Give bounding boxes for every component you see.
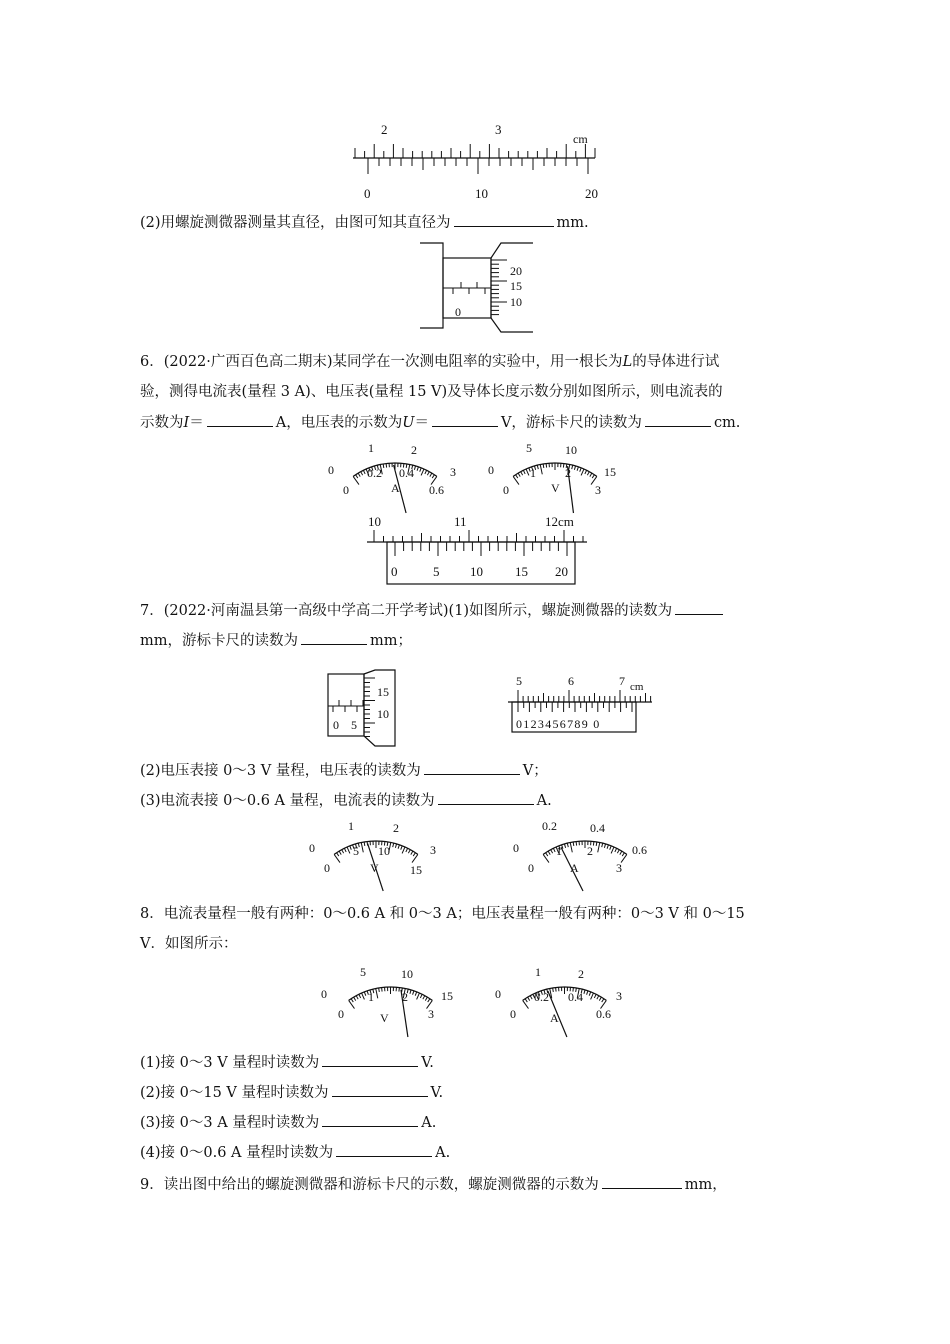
scale-tick: [401, 846, 402, 850]
meter-bottom-label: 2: [565, 466, 571, 480]
scale-tick: [602, 843, 603, 847]
scale-tick: [421, 469, 424, 475]
meter-bottom-label: 2: [402, 990, 408, 1004]
scale-tick: [351, 999, 353, 1002]
scale-tick: [417, 993, 420, 999]
scale-tick: [528, 997, 530, 1000]
scale-tick: [383, 464, 384, 468]
scale-tick: [587, 472, 589, 476]
caliper-vernier-label: 5: [433, 564, 440, 579]
meter-bottom-label: 3: [428, 1007, 434, 1021]
scale-tick: [607, 845, 608, 849]
scale-tick: [592, 475, 594, 478]
caliper-main-label: 5: [516, 674, 522, 688]
voltmeter-figure-q8: [318, 964, 463, 1026]
scale-tick: [551, 850, 553, 854]
q5-sub2-text: (2)用螺旋测微器测量其直径，由图可知其直径为 mm.: [140, 212, 589, 233]
scale-tick: [572, 465, 573, 469]
answer-blank[interactable]: [602, 1174, 682, 1189]
meter-unit: A: [550, 1011, 559, 1025]
q6-line2: 验，测得电流表(量程 3 A)、电压表(量程 15 V)及导体长度示数分别如图所示，则电流表的: [140, 384, 723, 400]
scale-tick: [602, 999, 604, 1002]
meter-top-label: 0.2: [542, 819, 557, 833]
meter-bottom-label: 0.4: [568, 990, 583, 1004]
answer-blank[interactable]: [332, 1082, 428, 1097]
caliper-vernier-digits: 0123456789 0: [516, 717, 601, 731]
answer-blank[interactable]: [322, 1052, 418, 1067]
meter-top-label: 2: [393, 821, 399, 835]
scale-tick: [548, 851, 550, 854]
meter-bottom-label: 0: [528, 861, 534, 875]
scale-tick: [525, 999, 527, 1002]
meter-top-label: 0: [321, 987, 327, 1001]
meter-top-label: 5: [360, 965, 366, 979]
micrometer-sleeve-label: 5: [351, 718, 357, 732]
scale-tick: [617, 850, 619, 854]
meter-bottom-label: 1: [556, 844, 562, 858]
meter-unit: V: [370, 861, 379, 875]
q6-line1: 6．(2022·广西百色高二期末)某同学在一次测电阻率的实验中，用一根长为L的导体进行试: [140, 354, 720, 370]
caliper-main-label: 11: [454, 514, 467, 529]
meter-bottom-label: 0.6: [429, 483, 444, 497]
scale-tick: [428, 999, 430, 1002]
meter-top-label: 0: [328, 463, 334, 477]
ammeter-figure-q8: [492, 964, 637, 1026]
q8-sub4: (4)接 0～0.6 A 量程时读数为 A.: [140, 1142, 450, 1163]
meter-bottom-label: 0.4: [399, 466, 414, 480]
meter-unit: A: [391, 481, 400, 495]
scale-tick: [516, 475, 518, 478]
scale-tick: [361, 472, 363, 476]
scale-tick: [347, 847, 350, 853]
scale-tick: [587, 991, 588, 995]
ruler-vernier-label: 0: [364, 186, 371, 201]
scale-tick: [581, 469, 584, 475]
scale-tick: [358, 473, 360, 476]
meter-top-label: 0: [495, 987, 501, 1001]
meter-bottom-label: 0.2: [534, 990, 549, 1004]
scale-tick: [408, 850, 410, 854]
scale-tick: [406, 848, 408, 852]
scale-tick: [413, 991, 414, 995]
ruler-vernier-label: 20: [585, 186, 598, 201]
scale-tick: [423, 996, 425, 1000]
scale-tick: [611, 847, 614, 853]
scale-tick: [540, 465, 542, 475]
meter-bottom-label: 3: [616, 861, 622, 875]
micrometer-thimble-label: 15: [377, 685, 389, 699]
scale-tick: [591, 993, 594, 999]
micrometer-thimble-label: 15: [510, 279, 522, 293]
meter-top-label: 0: [309, 841, 315, 855]
scale-tick: [411, 851, 413, 854]
answer-blank[interactable]: [322, 1112, 418, 1127]
meter-scale: [349, 987, 433, 1037]
answer-blank[interactable]: [207, 412, 273, 427]
scale-tick: [518, 473, 520, 476]
voltmeter-figure-q7: [306, 818, 446, 880]
scale-tick: [420, 468, 421, 472]
ruler-main-label: 3: [495, 122, 502, 137]
scale-tick: [604, 844, 605, 848]
micrometer-thimble-label: 10: [377, 707, 389, 721]
caliper-main-label: 12cm: [545, 514, 574, 529]
scale-tick: [594, 994, 596, 998]
meter-top-label: 3: [450, 465, 456, 479]
caliper-vernier-label: 0: [391, 564, 398, 579]
meter-bottom-label: 0: [324, 861, 330, 875]
q7-line4: (3)电流表接 0～0.6 A 量程，电流表的读数为 A.: [140, 790, 552, 811]
q8-line2: V．如图所示：: [140, 936, 238, 952]
scale-tick: [414, 466, 415, 470]
micrometer-sleeve-label: 0: [333, 718, 339, 732]
q8-sub3: (3)接 0～3 A 量程时读数为 A.: [140, 1112, 436, 1133]
scale-tick: [597, 996, 599, 1000]
micrometer-figure: [415, 240, 555, 335]
meter-bottom-label: 2: [587, 844, 593, 858]
scale-tick: [354, 997, 356, 1000]
meter-bottom-label: 0: [338, 1007, 344, 1021]
scale-tick: [590, 473, 592, 476]
caliper-unit-label: cm: [630, 681, 644, 693]
scale-tick: [577, 467, 578, 471]
scale-tick: [402, 847, 405, 853]
caliper-vernier-label: 15: [515, 564, 528, 579]
meter-unit: V: [551, 481, 560, 495]
caliper-main-label: 10: [368, 514, 381, 529]
scale-tick: [615, 848, 617, 852]
scale-tick: [415, 992, 416, 996]
meter-top-label: 1: [368, 441, 374, 455]
scale-tick: [420, 994, 422, 998]
answer-blank[interactable]: [454, 212, 554, 227]
scale-tick: [425, 997, 427, 1000]
scale-tick: [546, 853, 548, 856]
scale-tick: [620, 851, 622, 854]
micrometer-thimble-label: 20: [510, 264, 522, 278]
answer-blank[interactable]: [675, 600, 723, 615]
scale-tick: [584, 990, 585, 994]
q8-line1: 8．电流表量程一般有两种：0～0.6 A 和 0～3 A；电压表量程一般有两种：0～3 V 和 0～15: [140, 906, 745, 922]
scale-tick: [361, 843, 363, 853]
meter-top-label: 1: [348, 819, 354, 833]
ruler-vernier-label: 10: [475, 186, 488, 201]
meter-bottom-label: 3: [595, 483, 601, 497]
meter-top-label: 10: [565, 443, 577, 457]
meter-top-label: 15: [441, 989, 453, 1003]
scale-tick: [580, 468, 581, 472]
meter-top-label: 0: [488, 463, 494, 477]
q6-line3: 示数为I＝ A，电压表的示数为U＝ V，游标卡尺的读数为 cm.: [140, 412, 740, 433]
ammeter-figure: [325, 440, 465, 502]
scale-tick: [526, 469, 529, 475]
caliper-main-label: 7: [619, 674, 625, 688]
meter-bottom-label: 15: [410, 863, 422, 877]
micrometer-sleeve-label: 0: [455, 305, 461, 319]
meter-top-label: 0: [513, 841, 519, 855]
meter-top-label: 5: [526, 441, 532, 455]
meter-bottom-label: 5: [353, 844, 359, 858]
scale-tick: [364, 842, 365, 846]
q7-line1: 7．(2022·河南温县第一高级中学高二开学考试)(1)如图所示，螺旋测微器的读数为: [140, 600, 726, 621]
meter-unit: V: [380, 1011, 389, 1025]
scale-tick: [553, 848, 555, 852]
scale-tick: [573, 842, 574, 846]
meter-top-label: 3: [430, 843, 436, 857]
meter-bottom-label: 1: [530, 466, 536, 480]
meter-bottom-label: 10: [378, 844, 390, 858]
scale-tick: [599, 997, 601, 1000]
scale-tick: [417, 467, 418, 471]
scale-tick: [398, 845, 399, 849]
vernier-caliper-figure: [362, 512, 592, 587]
meter-bottom-label: 0.2: [367, 466, 382, 480]
scale-tick: [393, 843, 394, 847]
answer-blank[interactable]: [438, 790, 534, 805]
meter-unit: A: [570, 861, 579, 875]
answer-blank[interactable]: [301, 630, 367, 645]
q8-sub1: (1)接 0～3 V 量程时读数为 V.: [140, 1052, 434, 1073]
meter-top-label: 15: [604, 465, 616, 479]
scale-tick: [610, 846, 611, 850]
scale-tick: [413, 853, 415, 856]
voltmeter-figure: [485, 440, 625, 502]
scale-tick: [410, 990, 411, 994]
scale-tick: [430, 473, 432, 476]
scale-tick: [521, 472, 523, 476]
scale-tick: [432, 475, 434, 478]
meter-top-label: 2: [411, 443, 417, 457]
scale-tick: [356, 475, 358, 478]
meter-bottom-label: 0.6: [596, 1007, 611, 1021]
scale-tick: [350, 846, 351, 850]
scale-tick: [570, 843, 572, 853]
scale-tick: [342, 850, 344, 854]
caliper-vernier-label: 10: [470, 564, 483, 579]
scale-tick: [523, 470, 525, 474]
scale-tick: [339, 851, 341, 854]
scale-tick: [537, 465, 538, 469]
vernier-ruler-figure: [345, 118, 615, 208]
scale-tick: [425, 470, 427, 474]
meter-bottom-label: 0: [510, 1007, 516, 1021]
q7-line2: mm，游标卡尺的读数为 mm；: [140, 630, 412, 651]
scale-tick: [362, 993, 365, 999]
scale-tick: [596, 842, 597, 846]
answer-blank[interactable]: [424, 760, 520, 775]
scale-tick: [337, 853, 339, 856]
micrometer-figure-q7: [325, 668, 415, 748]
scale-tick: [553, 988, 554, 992]
meter-bottom-label: 1: [368, 990, 374, 1004]
caliper-main-label: 6: [568, 674, 574, 688]
scale-tick: [344, 848, 346, 852]
ammeter-figure-q7: [510, 818, 660, 880]
scale-tick: [589, 992, 590, 996]
micrometer-thimble-label: 10: [510, 295, 522, 309]
scale-tick: [622, 853, 624, 856]
scale-tick: [359, 994, 361, 998]
scale-tick: [427, 472, 429, 476]
scale-tick: [543, 464, 544, 468]
scale-tick: [356, 996, 358, 1000]
scale-tick: [598, 843, 600, 853]
scale-tick: [564, 844, 565, 848]
meter-bottom-label: 0: [343, 483, 349, 497]
scale-tick: [364, 992, 365, 996]
answer-blank[interactable]: [645, 412, 711, 427]
answer-blank[interactable]: [336, 1142, 432, 1157]
scale-tick: [363, 470, 365, 474]
meter-bottom-label: 0: [503, 483, 509, 497]
scale-tick: [395, 844, 396, 848]
scale-tick: [530, 996, 532, 1000]
scale-tick: [585, 470, 587, 474]
q9-line1: 9．读出图中给出的螺旋测微器和游标卡尺的示数，螺旋测微器的示数为 mm，: [140, 1174, 727, 1195]
q7-line3: (2)电压表接 0～3 V 量程，电压表的读数为 V；: [140, 760, 548, 781]
meter-top-label: 3: [616, 989, 622, 1003]
meter-top-label: 0.4: [590, 821, 605, 835]
meter-top-label: 2: [578, 967, 584, 981]
ruler-main-label: 2: [381, 122, 388, 137]
answer-blank[interactable]: [432, 412, 498, 427]
scale-tick: [574, 466, 575, 470]
caliper-vernier-label: 20: [555, 564, 568, 579]
meter-top-label: 1: [535, 965, 541, 979]
vernier-caliper-figure-q7: [506, 672, 656, 737]
meter-top-label: 10: [401, 967, 413, 981]
meter-top-label: 0.6: [632, 843, 647, 857]
scale-tick: [379, 988, 380, 992]
scale-tick: [567, 843, 568, 847]
scale-tick: [376, 989, 378, 999]
q8-sub2: (2)接 0～15 V 量程时读数为 V.: [140, 1082, 443, 1103]
ruler-unit-label: cm: [573, 132, 588, 146]
